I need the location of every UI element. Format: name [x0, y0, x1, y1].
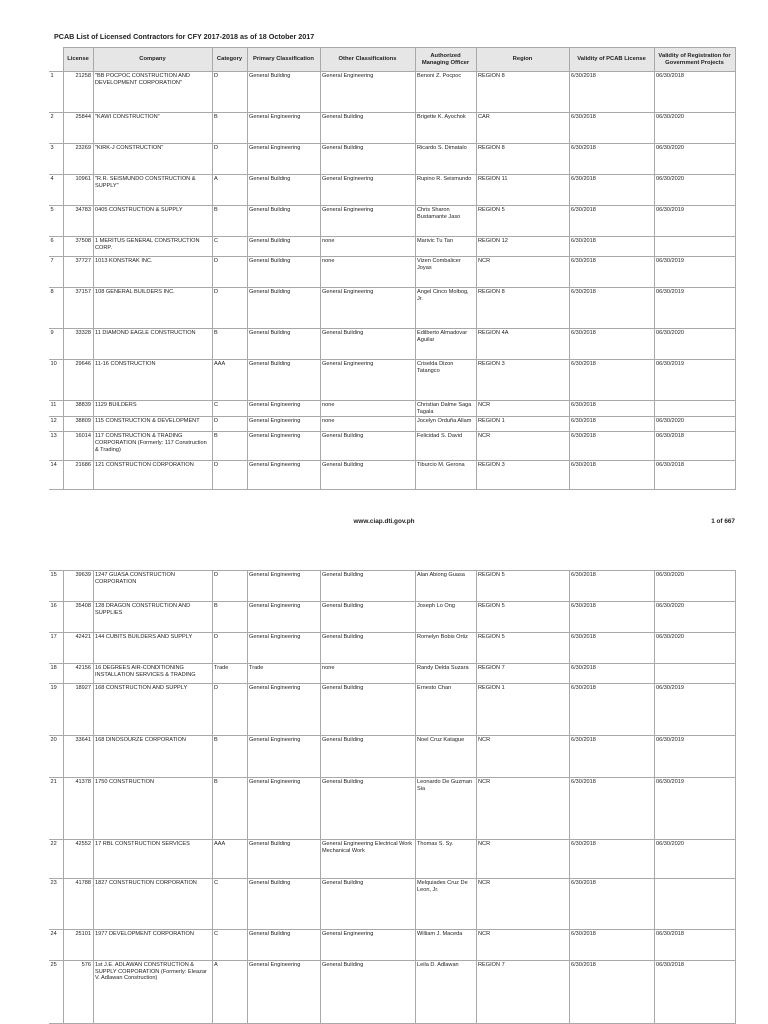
category-cell: D — [212, 144, 247, 175]
license-cell: 35408 — [63, 602, 93, 633]
managing-officer-cell: Angel Cinco Molbog, Jr. — [415, 288, 476, 329]
row-number: 8 — [49, 288, 63, 329]
managing-officer-cell: Edilberto Almadovar Aguilar — [415, 329, 476, 360]
row-number: 9 — [49, 329, 63, 360]
category-cell: C — [212, 237, 247, 257]
category-cell: C — [212, 930, 247, 961]
footer-page-number: 1 of 667 — [711, 518, 735, 525]
gov-validity-cell: 06/30/2019 — [654, 684, 735, 736]
other-classifications-cell: General Building — [320, 329, 415, 360]
table-row — [49, 257, 735, 288]
primary-classification-cell: General Building — [247, 288, 320, 329]
company-cell: 115 CONSTRUCTION & DEVELOPMENT — [93, 417, 212, 432]
category-cell: A — [212, 175, 247, 206]
other-classifications-cell: General Engineering — [320, 72, 415, 113]
region-cell: REGION 5 — [476, 602, 569, 633]
table-row — [49, 432, 735, 461]
row-number: 15 — [49, 571, 63, 602]
gov-validity-cell: 06/30/2018 — [654, 961, 735, 1024]
primary-classification-cell: General Building — [247, 879, 320, 930]
managing-officer-cell: Randy Delda Suzara — [415, 664, 476, 684]
gov-validity-cell: 06/30/2020 — [654, 175, 735, 206]
pcab-validity-cell: 6/30/2018 — [569, 840, 654, 879]
managing-officer-cell: Brigette K. Ayochok — [415, 113, 476, 144]
table-row — [49, 113, 735, 144]
gov-validity-cell: 06/30/2019 — [654, 206, 735, 237]
company-cell: "KIRK-J CONSTRUCTION" — [93, 144, 212, 175]
primary-classification-cell: General Building — [247, 175, 320, 206]
category-cell: D — [212, 72, 247, 113]
row-number: 3 — [49, 144, 63, 175]
license-cell: 10961 — [63, 175, 93, 206]
primary-classification-cell: General Building — [247, 237, 320, 257]
primary-classification-cell: General Engineering — [247, 144, 320, 175]
gov-validity-cell: 06/30/2020 — [654, 633, 735, 664]
managing-officer-cell: Tiburcio M. Gerona — [415, 461, 476, 490]
row-number: 22 — [49, 840, 63, 879]
category-cell: B — [212, 602, 247, 633]
gov-validity-cell — [654, 664, 735, 684]
other-classifications-cell: none — [320, 664, 415, 684]
row-number: 5 — [49, 206, 63, 237]
region-cell: CAR — [476, 113, 569, 144]
other-classifications-cell: General Engineering — [320, 930, 415, 961]
primary-classification-cell: General Building — [247, 840, 320, 879]
row-number: 20 — [49, 736, 63, 778]
company-cell: 1013 KONSTRAK INC. — [93, 257, 212, 288]
other-classifications-cell: General Building — [320, 461, 415, 490]
gov-validity-cell: 06/30/2018 — [654, 432, 735, 461]
contractors-table-page-1 — [49, 47, 736, 490]
category-cell: B — [212, 206, 247, 237]
pcab-validity-cell: 6/30/2018 — [569, 401, 654, 417]
primary-classification-cell: General Engineering — [247, 461, 320, 490]
header-region: Region — [476, 48, 569, 72]
region-cell: REGION 7 — [476, 664, 569, 684]
pcab-validity-cell: 6/30/2018 — [569, 664, 654, 684]
category-cell: A — [212, 961, 247, 1024]
other-classifications-cell: none — [320, 417, 415, 432]
table-row — [49, 144, 735, 175]
primary-classification-cell: General Building — [247, 360, 320, 401]
row-number: 24 — [49, 930, 63, 961]
header-category: Category — [212, 48, 247, 72]
header-company: Company — [93, 48, 212, 72]
table-row — [49, 930, 735, 961]
managing-officer-cell: Noel Cruz Katague — [415, 736, 476, 778]
category-cell: D — [212, 461, 247, 490]
pcab-validity-cell: 6/30/2018 — [569, 113, 654, 144]
row-number: 6 — [49, 237, 63, 257]
gov-validity-cell: 06/30/2018 — [654, 72, 735, 113]
table-row — [49, 72, 735, 113]
gov-validity-cell: 06/30/2018 — [654, 461, 735, 490]
region-cell: REGION 7 — [476, 961, 569, 1024]
managing-officer-cell: Joseph Lo Ong — [415, 602, 476, 633]
header-managing-officer: Authorized Managing Officer — [415, 48, 476, 72]
region-cell: REGION 3 — [476, 360, 569, 401]
gov-validity-cell: 06/30/2019 — [654, 257, 735, 288]
primary-classification-cell: General Engineering — [247, 736, 320, 778]
managing-officer-cell: Romelyn Bobis Ortiz — [415, 633, 476, 664]
gov-validity-cell: 06/30/2020 — [654, 113, 735, 144]
region-cell: REGION 5 — [476, 571, 569, 602]
license-cell: 42552 — [63, 840, 93, 879]
row-number: 7 — [49, 257, 63, 288]
row-number: 23 — [49, 879, 63, 930]
row-number: 18 — [49, 664, 63, 684]
pcab-validity-cell: 6/30/2018 — [569, 602, 654, 633]
header-pcab-validity: Validity of PCAB License — [569, 48, 654, 72]
license-cell: 29646 — [63, 360, 93, 401]
row-number: 25 — [49, 961, 63, 1024]
pcab-validity-cell: 6/30/2018 — [569, 684, 654, 736]
category-cell: B — [212, 778, 247, 840]
pcab-validity-cell: 6/30/2018 — [569, 329, 654, 360]
table-row — [49, 571, 735, 602]
primary-classification-cell: General Engineering — [247, 633, 320, 664]
region-cell: NCR — [476, 257, 569, 288]
managing-officer-cell: Melquiades Cruz De Leon, Jr. — [415, 879, 476, 930]
other-classifications-cell: General Engineering — [320, 288, 415, 329]
company-cell: 1 MERITUS GENERAL CONSTRUCTION CORP. — [93, 237, 212, 257]
license-cell: 18927 — [63, 684, 93, 736]
company-cell: 1977 DEVELOPMENT CORPORATION — [93, 930, 212, 961]
gov-validity-cell: 06/30/2019 — [654, 288, 735, 329]
company-cell: 16 DEGREES AIR-CONDITIONING INSTALLATION SERVICES & TRADING — [93, 664, 212, 684]
company-cell: 128 DRAGON CONSTRUCTION AND SUPPLIES — [93, 602, 212, 633]
region-cell: REGION 8 — [476, 72, 569, 113]
company-cell: 1247 GUASA CONSTRUCTION CORPORATION — [93, 571, 212, 602]
row-number: 16 — [49, 602, 63, 633]
other-classifications-cell: General Building — [320, 571, 415, 602]
company-cell: 0405 CONSTRUCTION & SUPPLY — [93, 206, 212, 237]
pcab-validity-cell: 6/30/2018 — [569, 144, 654, 175]
table-row — [49, 360, 735, 401]
footer-website: www.ciap.dti.gov.ph — [353, 518, 415, 525]
other-classifications-cell: General Engineering Electrical Work Mechanical Work — [320, 840, 415, 879]
other-classifications-cell: General Building — [320, 684, 415, 736]
pcab-validity-cell: 6/30/2018 — [569, 432, 654, 461]
other-classifications-cell: General Building — [320, 879, 415, 930]
company-cell: "KAWI CONSTRUCTION" — [93, 113, 212, 144]
row-number: 4 — [49, 175, 63, 206]
primary-classification-cell: General Building — [247, 329, 320, 360]
row-number: 11 — [49, 401, 63, 417]
managing-officer-cell: Ernesto Chan — [415, 684, 476, 736]
category-cell: D — [212, 288, 247, 329]
region-cell: REGION 1 — [476, 684, 569, 736]
license-cell: 39639 — [63, 571, 93, 602]
pcab-validity-cell: 6/30/2018 — [569, 879, 654, 930]
license-cell: 33641 — [63, 736, 93, 778]
license-cell: 37508 — [63, 237, 93, 257]
managing-officer-cell: Thomas S. Sy. — [415, 840, 476, 879]
table-row — [49, 840, 735, 879]
primary-classification-cell: General Building — [247, 72, 320, 113]
license-cell: 42156 — [63, 664, 93, 684]
table-row — [49, 417, 735, 432]
row-number: 17 — [49, 633, 63, 664]
other-classifications-cell: General Engineering — [320, 360, 415, 401]
header-license: License — [63, 48, 93, 72]
managing-officer-cell: Vizen Combalicer Joyas — [415, 257, 476, 288]
other-classifications-cell: General Building — [320, 778, 415, 840]
company-cell: 1129 BUILDERS — [93, 401, 212, 417]
primary-classification-cell: General Engineering — [247, 778, 320, 840]
table-row — [49, 461, 735, 490]
category-cell: D — [212, 633, 247, 664]
region-cell: REGION 4A — [476, 329, 569, 360]
company-cell: 11 DIAMOND EAGLE CONSTRUCTION — [93, 329, 212, 360]
company-cell: 168 CONSTRUCTION AND SUPPLY — [93, 684, 212, 736]
region-cell: REGION 5 — [476, 206, 569, 237]
pcab-validity-cell: 6/30/2018 — [569, 930, 654, 961]
gov-validity-cell: 06/30/2020 — [654, 840, 735, 879]
category-cell: B — [212, 432, 247, 461]
license-cell: 34783 — [63, 206, 93, 237]
table-row — [49, 961, 735, 1024]
other-classifications-cell: none — [320, 237, 415, 257]
category-cell: B — [212, 329, 247, 360]
primary-classification-cell: Trade — [247, 664, 320, 684]
pcab-validity-cell: 6/30/2018 — [569, 257, 654, 288]
row-number: 21 — [49, 778, 63, 840]
license-cell: 33328 — [63, 329, 93, 360]
other-classifications-cell: none — [320, 257, 415, 288]
region-cell: NCR — [476, 778, 569, 840]
pcab-validity-cell: 6/30/2018 — [569, 461, 654, 490]
license-cell: 42421 — [63, 633, 93, 664]
table-row — [49, 602, 735, 633]
managing-officer-cell: Rupino R. Seismundo — [415, 175, 476, 206]
region-cell: NCR — [476, 840, 569, 879]
managing-officer-cell: Ricardo S. Dimatalo — [415, 144, 476, 175]
company-cell: 1st J.E. ADLAWAN CONSTRUCTION & SUPPLY CORPORATION (Formerly: Eleazar V. Adlawan Construction) — [93, 961, 212, 1024]
primary-classification-cell: General Building — [247, 930, 320, 961]
region-cell: NCR — [476, 879, 569, 930]
other-classifications-cell: General Building — [320, 633, 415, 664]
gov-validity-cell: 06/30/2020 — [654, 417, 735, 432]
row-number: 12 — [49, 417, 63, 432]
other-classifications-cell: General Building — [320, 736, 415, 778]
managing-officer-cell: Criselda Dizon Tatangco — [415, 360, 476, 401]
pcab-validity-cell: 6/30/2018 — [569, 736, 654, 778]
primary-classification-cell: General Engineering — [247, 113, 320, 144]
table-row — [49, 633, 735, 664]
region-cell: NCR — [476, 736, 569, 778]
company-cell: "BB POCPOC CONSTRUCTION AND DEVELOPMENT CORPORATION" — [93, 72, 212, 113]
region-cell: NCR — [476, 401, 569, 417]
region-cell: REGION 8 — [476, 288, 569, 329]
primary-classification-cell: General Building — [247, 257, 320, 288]
contractors-table-page-2 — [49, 570, 736, 1024]
company-cell: 117 CONSTRUCTION & TRADING CORPORATION (Formerly: 117 Construction & Trading) — [93, 432, 212, 461]
license-cell: 23269 — [63, 144, 93, 175]
other-classifications-cell: General Engineering — [320, 206, 415, 237]
gov-validity-cell — [654, 237, 735, 257]
primary-classification-cell: General Engineering — [247, 432, 320, 461]
primary-classification-cell: General Engineering — [247, 684, 320, 736]
primary-classification-cell: General Building — [247, 206, 320, 237]
managing-officer-cell: Alan Abiong Guasa — [415, 571, 476, 602]
row-number: 1 — [49, 72, 63, 113]
pcab-validity-cell: 6/30/2018 — [569, 360, 654, 401]
managing-officer-cell: Leonardo De Guzman Sia — [415, 778, 476, 840]
other-classifications-cell: General Building — [320, 144, 415, 175]
category-cell: B — [212, 113, 247, 144]
managing-officer-cell: Jocelyn Orduña Allam — [415, 417, 476, 432]
category-cell: D — [212, 571, 247, 602]
company-cell: 168 DINOSOURZE CORPORATION — [93, 736, 212, 778]
other-classifications-cell: General Building — [320, 432, 415, 461]
managing-officer-cell: Leila D. Adlawan — [415, 961, 476, 1024]
row-number: 14 — [49, 461, 63, 490]
pcab-validity-cell: 6/30/2018 — [569, 778, 654, 840]
region-cell: REGION 11 — [476, 175, 569, 206]
company-cell: 1750 CONSTRUCTION — [93, 778, 212, 840]
row-number: 10 — [49, 360, 63, 401]
table-row — [49, 237, 735, 257]
table-row — [49, 736, 735, 778]
license-cell: 576 — [63, 961, 93, 1024]
category-cell: AAA — [212, 840, 247, 879]
region-cell: REGION 8 — [476, 144, 569, 175]
company-cell: 17 RBL CONSTRUCTION SERVICES — [93, 840, 212, 879]
row-number: 13 — [49, 432, 63, 461]
pcab-validity-cell: 6/30/2018 — [569, 237, 654, 257]
page-title: PCAB List of Licensed Contractors for CFY 2017-2018 as of 18 October 2017 — [54, 32, 315, 41]
managing-officer-cell: Benoni Z. Pocpoc — [415, 72, 476, 113]
license-cell: 16014 — [63, 432, 93, 461]
category-cell: C — [212, 401, 247, 417]
managing-officer-cell: William J. Maceda — [415, 930, 476, 961]
company-cell: "R.R. SEISMUNDO CONSTRUCTION & SUPPLY" — [93, 175, 212, 206]
primary-classification-cell: General Engineering — [247, 401, 320, 417]
company-cell: 11-16 CONSTRUCTION — [93, 360, 212, 401]
license-cell: 25101 — [63, 930, 93, 961]
header-other-classifications: Other Classifications — [320, 48, 415, 72]
region-cell: NCR — [476, 930, 569, 961]
category-cell: AAA — [212, 360, 247, 401]
region-cell: REGION 1 — [476, 417, 569, 432]
gov-validity-cell: 06/30/2019 — [654, 736, 735, 778]
license-cell: 41378 — [63, 778, 93, 840]
table-row — [49, 879, 735, 930]
other-classifications-cell: General Building — [320, 602, 415, 633]
company-cell: 108 GENERAL BUILDERS INC. — [93, 288, 212, 329]
gov-validity-cell — [654, 401, 735, 417]
managing-officer-cell: Marivic Tu Tan — [415, 237, 476, 257]
other-classifications-cell: General Engineering — [320, 175, 415, 206]
row-number: 19 — [49, 684, 63, 736]
primary-classification-cell: General Engineering — [247, 571, 320, 602]
table-row — [49, 684, 735, 736]
managing-officer-cell: Felicidad S. David — [415, 432, 476, 461]
managing-officer-cell: Christian Dalme Saga Tagala — [415, 401, 476, 417]
region-cell: REGION 3 — [476, 461, 569, 490]
region-cell: REGION 5 — [476, 633, 569, 664]
pcab-validity-cell: 6/30/2018 — [569, 72, 654, 113]
license-cell: 37727 — [63, 257, 93, 288]
license-cell: 37157 — [63, 288, 93, 329]
license-cell: 38839 — [63, 401, 93, 417]
gov-validity-cell: 06/30/2019 — [654, 360, 735, 401]
table-row — [49, 664, 735, 684]
gov-validity-cell: 06/30/2020 — [654, 144, 735, 175]
pcab-validity-cell: 6/30/2018 — [569, 206, 654, 237]
gov-validity-cell: 06/30/2019 — [654, 778, 735, 840]
category-cell: D — [212, 417, 247, 432]
other-classifications-cell: none — [320, 401, 415, 417]
table-row — [49, 206, 735, 237]
company-cell: 1827 CONSTRUCTION CORPORATION — [93, 879, 212, 930]
managing-officer-cell: Chris Sharon Bustamante Jaso — [415, 206, 476, 237]
category-cell: D — [212, 257, 247, 288]
table-row — [49, 175, 735, 206]
pcab-validity-cell: 6/30/2018 — [569, 288, 654, 329]
gov-validity-cell: 06/30/2018 — [654, 930, 735, 961]
table-row — [49, 778, 735, 840]
category-cell: Trade — [212, 664, 247, 684]
gov-validity-cell: 06/30/2020 — [654, 329, 735, 360]
pcab-validity-cell: 6/30/2018 — [569, 961, 654, 1024]
primary-classification-cell: General Engineering — [247, 961, 320, 1024]
gov-validity-cell: 06/30/2020 — [654, 571, 735, 602]
license-cell: 25844 — [63, 113, 93, 144]
pcab-validity-cell: 6/30/2018 — [569, 633, 654, 664]
region-cell: REGION 12 — [476, 237, 569, 257]
other-classifications-cell: General Building — [320, 113, 415, 144]
category-cell: B — [212, 736, 247, 778]
company-cell: 121 CONSTRUCTION CORPORATION — [93, 461, 212, 490]
pcab-validity-cell: 6/30/2018 — [569, 175, 654, 206]
table-row — [49, 401, 735, 417]
primary-classification-cell: General Engineering — [247, 602, 320, 633]
category-cell: D — [212, 684, 247, 736]
header-primary-classification: Primary Classification — [247, 48, 320, 72]
pcab-validity-cell: 6/30/2018 — [569, 571, 654, 602]
category-cell: C — [212, 879, 247, 930]
header-gov-validity: Validity of Registration for Government Projects — [654, 48, 735, 72]
license-cell: 21686 — [63, 461, 93, 490]
table-row — [49, 329, 735, 360]
gov-validity-cell — [654, 879, 735, 930]
table-row — [49, 288, 735, 329]
other-classifications-cell: General Building — [320, 961, 415, 1024]
primary-classification-cell: General Engineering — [247, 417, 320, 432]
company-cell: 144 CUBITS BUILDERS AND SUPPLY — [93, 633, 212, 664]
license-cell: 21258 — [63, 72, 93, 113]
license-cell: 41788 — [63, 879, 93, 930]
row-number: 2 — [49, 113, 63, 144]
license-cell: 38809 — [63, 417, 93, 432]
pcab-validity-cell: 6/30/2018 — [569, 417, 654, 432]
gov-validity-cell: 06/30/2020 — [654, 602, 735, 633]
region-cell: NCR — [476, 432, 569, 461]
